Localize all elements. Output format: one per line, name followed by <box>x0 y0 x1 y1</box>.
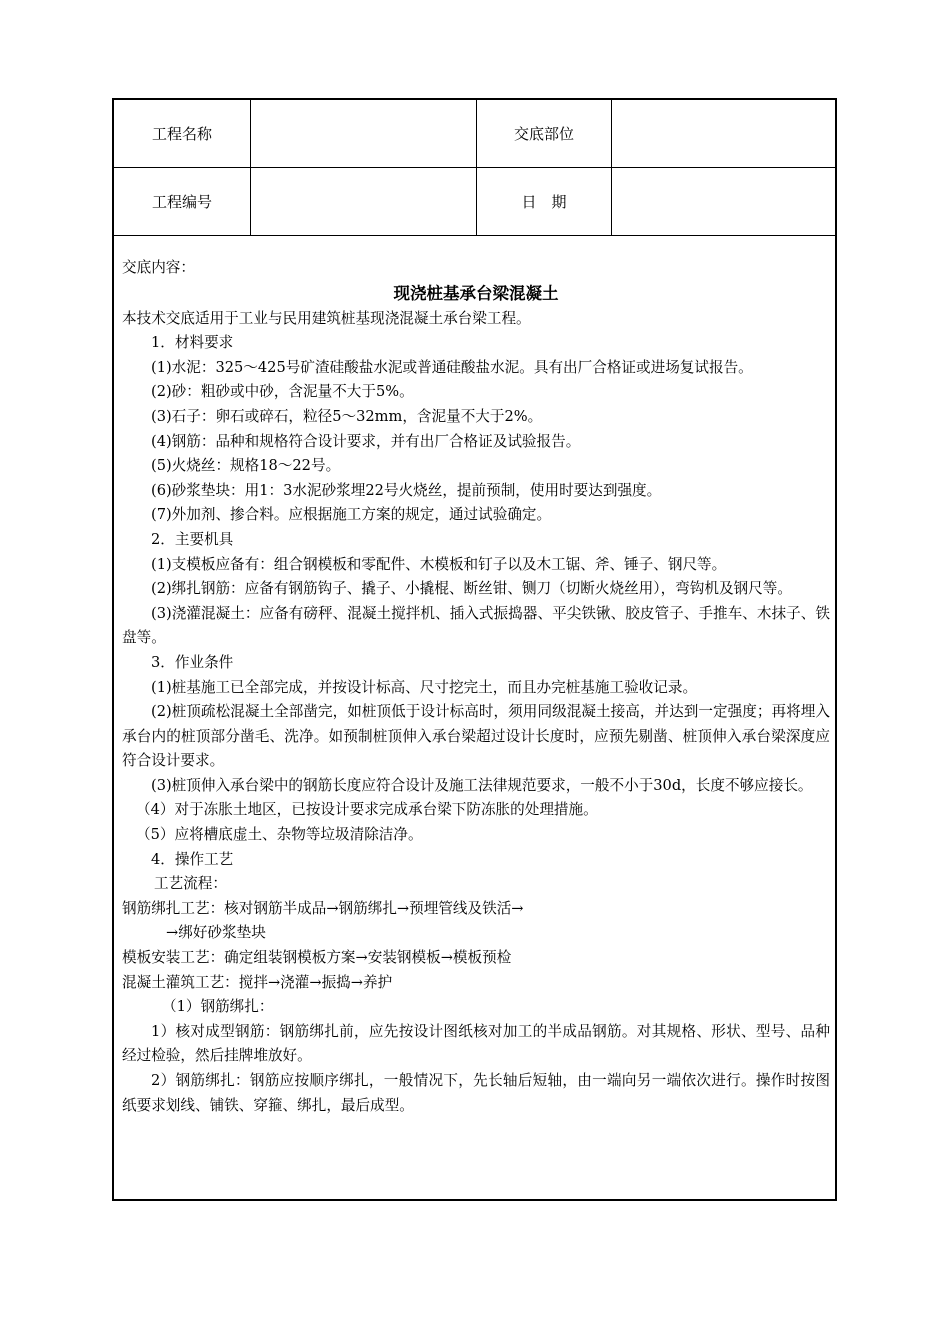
paragraph: (2)砂：粗砂或中砂，含泥量不大于5%。 <box>151 383 414 401</box>
paragraph: 2）钢筋绑扎：钢筋应按顺序绑扎，一般情况下，先长轴后短轴，由一端向另一端依次进行。操作时按图纸要求划线、铺铁、穿箍、绑扎，最后成型。 <box>122 1072 830 1114</box>
paragraph: (4)钢筋：品种和规格符合设计要求，并有出厂合格证及试验报告。 <box>151 432 581 450</box>
handover-part-value <box>612 100 835 167</box>
paragraph: (1)桩基施工已全部完成，并按设计标高、尺寸挖完土，而且办完桩基施工验收记录。 <box>151 678 698 696</box>
handover-part-label: 交底部位 <box>477 100 612 167</box>
header-row-2 <box>114 168 835 236</box>
paragraph: (2)绑扎钢筋：应备有钢筋钩子、撬子、小撬棍、断丝钳、铡刀（切断火烧丝用），弯钩机及钢尺等。 <box>151 580 792 598</box>
project-name-value <box>251 100 477 167</box>
intro-label: 交底内容： <box>122 259 195 276</box>
paragraph: (7)外加剂、掺合料。应根据施工方案的规定，通过试验确定。 <box>151 506 552 524</box>
paragraph: （4）对于冻胀土地区，已按设计要求完成承台梁下防冻胀的处理措施。 <box>136 801 598 819</box>
flow-concrete: 混凝土灌筑工艺：搅拌→浇灌→振捣→养护 <box>122 973 393 991</box>
handover-content <box>122 256 830 1118</box>
project-no-value <box>251 168 477 235</box>
paragraph: (6)砂浆垫块：用1：3水泥砂浆埋22号火烧丝，提前预制，使用时要达到强度。 <box>151 481 662 499</box>
flow-rebar-continued: →绑好砂浆垫块 <box>166 924 266 942</box>
paragraph: (3)石子：卵石或碎石，粒径5～32mm，含泥量不大于2%。 <box>151 407 543 425</box>
scope-text: 本技术交底适用于工业与民用建筑桩基现浇混凝土承台梁工程。 <box>122 309 531 327</box>
section-heading: 3．作业条件 <box>151 653 234 671</box>
flow-label: 工艺流程： <box>154 875 227 893</box>
project-no-label: 工程编号 <box>114 168 251 235</box>
paragraph: 1）核对成型钢筋：钢筋绑扎前，应先按设计图纸核对加工的半成品钢筋。对其规格、形状、型号、品种经过检验，然后挂牌堆放好。 <box>122 1022 830 1065</box>
paragraph: (2)桩顶疏松混凝土全部凿完，如桩顶低于设计标高时，须用同级混凝土接高，并达到一定强度；再将埋入承台内的桩顶部分凿毛、洗净。如预制桩顶伸入承台梁超过设计长度时，应预先剔凿、桩顶伸入承台梁深度应符合设计要求。 <box>122 703 830 770</box>
paragraph: (1)支模板应备有：组合钢模板和零配件、木模板和钉子以及木工锯、斧、锤子、钢尺等。 <box>151 555 727 573</box>
paragraph: (1)水泥：325～425号矿渣硅酸盐水泥或普通硅酸盐水泥。具有出厂合格证或进场复试报告。 <box>151 358 753 376</box>
date-label: 日 期 <box>477 168 612 235</box>
flow-formwork: 模板安装工艺：确定组装钢模板方案→安装钢模板→模板预检 <box>122 949 512 967</box>
paragraph: (5)火烧丝：规格18～22号。 <box>151 457 341 475</box>
paragraph: （5）应将槽底虚土、杂物等垃圾清除洁净。 <box>136 826 423 844</box>
paragraph: (3)桩顶伸入承台梁中的钢筋长度应符合设计及施工法律规范要求，一般不小于30d，长度不够应接长。 <box>151 776 813 794</box>
subsection-heading: （1）钢筋绑扎： <box>162 998 274 1016</box>
handover-form <box>112 98 837 1201</box>
date-value <box>612 168 835 235</box>
document-title: 现浇桩基承台梁混凝土 <box>393 283 559 303</box>
paragraph: (3)浇灌混凝土：应备有磅秤、混凝土搅拌机、插入式振捣器、平尖铁锹、胶皮管子、手推车、木抹子、铁盘等。 <box>122 604 830 647</box>
section-heading: 1．材料要求 <box>151 334 234 352</box>
flow-rebar: 钢筋绑扎工艺：核对钢筋半成品→钢筋绑扎→预埋管线及铁活→ <box>122 899 524 917</box>
section-heading: 2．主要机具 <box>151 530 234 548</box>
project-name-label: 工程名称 <box>114 100 251 167</box>
section-heading: 4．操作工艺 <box>151 850 234 868</box>
header-row-1 <box>114 100 835 168</box>
